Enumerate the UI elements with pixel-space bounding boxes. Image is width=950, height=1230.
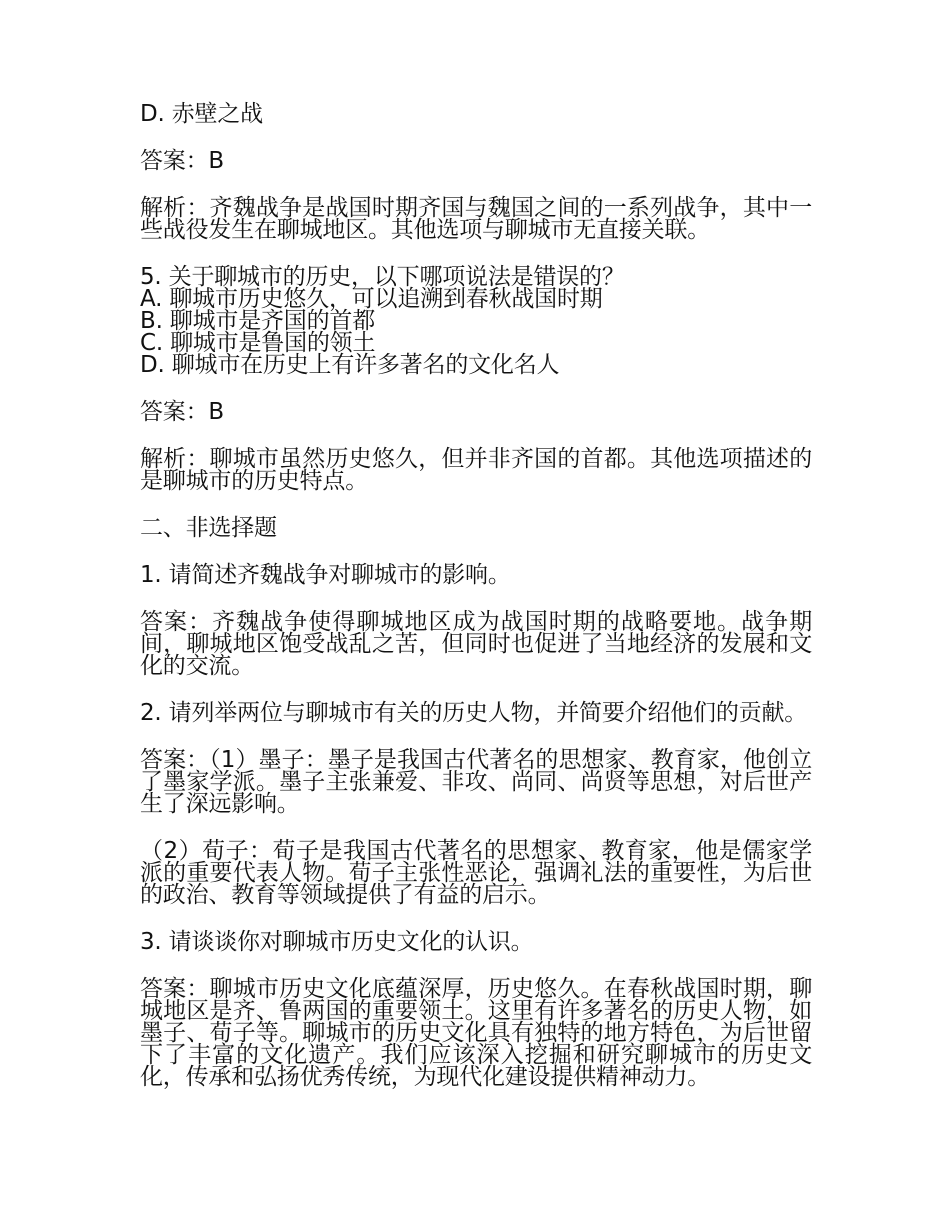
nq2-question: 2. 请列举两位与聊城市有关的历史人物，并简要介绍他们的贡献。 (140, 700, 808, 726)
document-page (140, 103, 812, 1113)
q4-option-d: D. 赤壁之战 (140, 101, 263, 127)
nq2-answer-1: 答案：（1）墨子：墨子是我国古代著名的思想家、教育家，他创立了墨家学派。墨子主张兼爱、非攻、尚同、尚贤等思想，对后世产生了深远影响。 (140, 747, 812, 817)
nq2-answer-2: （2）荀子：荀子是我国古代著名的思想家、教育家，他是儒家学派的重要代表人物。荀子主张性恶论，强调礼法的重要性，为后世的政治、教育等领域提供了有益的启示。 (140, 838, 812, 908)
q4-answer: 答案：B (140, 148, 224, 174)
nq1-answer: 答案：齐魏战争使得聊城地区成为战国时期的战略要地。战争期间，聊城地区饱受战乱之苦，但同时也促进了当地经济的发展和文化的交流。 (140, 609, 812, 679)
q5-option-d: D. 聊城市在历史上有许多著名的文化名人 (140, 352, 560, 378)
q4-analysis: 解析：齐魏战争是战国时期齐国与魏国之间的一系列战争，其中一些战役发生在聊城地区。其他选项与聊城市无直接关联。 (140, 195, 812, 243)
q5-analysis: 解析：聊城市虽然历史悠久，但并非齐国的首都。其他选项描述的是聊城市的历史特点。 (140, 446, 812, 494)
nq3-answer: 答案：聊城市历史文化底蕴深厚，历史悠久。在春秋战国时期，聊城地区是齐、鲁两国的重要领土。这里有许多著名的历史人物，如墨子、荀子等。聊城市的历史文化具有独特的地方特色，为后世留下了丰富的文化遗产。我们应该深入挖掘和研究聊城市的历史文化，传承和弘扬优秀传统，为现代化建设提供精神动力。 (140, 976, 812, 1090)
q5-option-c: C. 聊城市是鲁国的领土 (140, 330, 376, 356)
section-heading: 二、非选择题 (140, 515, 277, 541)
q5-block (140, 266, 812, 376)
nq3-question: 3. 请谈谈你对聊城市历史文化的认识。 (140, 929, 534, 955)
q5-answer: 答案：B (140, 399, 224, 425)
nq1-question: 1. 请简述齐魏战争对聊城市的影响。 (140, 562, 511, 588)
q5-option-a: A. 聊城市历史悠久，可以追溯到春秋战国时期 (140, 286, 603, 312)
q5-question: 5. 关于聊城市的历史，以下哪项说法是错误的？ (140, 264, 625, 290)
q5-option-b: B. 聊城市是齐国的首都 (140, 308, 376, 334)
